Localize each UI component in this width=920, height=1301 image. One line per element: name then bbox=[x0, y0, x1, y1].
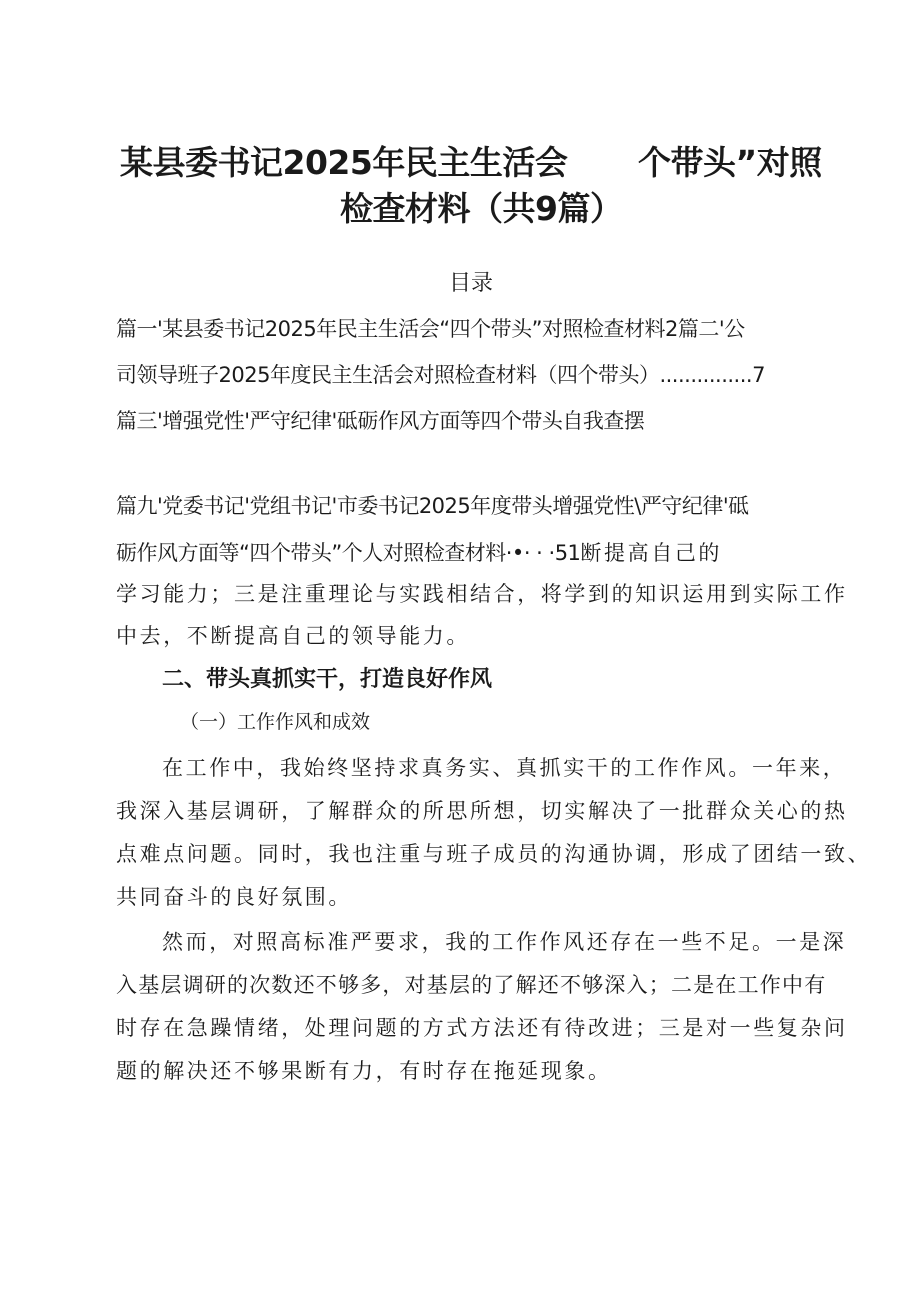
subsection-heading-1: （一）工作作风和成效 bbox=[180, 711, 371, 733]
body-shortcomings-line-3: 时存在急躁情绪，处理问题的方式方法还有待改进；三是对一些复杂问 bbox=[116, 1016, 848, 1040]
section-heading-2: 二、带头真抓实干，打造良好作风 bbox=[162, 667, 493, 692]
body-fragment-continuation: 断提高自己的 bbox=[580, 541, 723, 565]
body-work-line-4: 共同奋斗的良好氛围。 bbox=[116, 885, 352, 909]
toc-line-2: 司领导班子2025年度民主生活会对照检查材料（四个带头）...............7 bbox=[116, 363, 765, 387]
toc-line-5 bbox=[116, 537, 722, 567]
document-title-line1-right: 个带头”对照 bbox=[638, 143, 822, 182]
body-work-line-1: 在工作中，我始终坚持求真务实、真抓实干的工作作风。一年来， bbox=[162, 756, 847, 780]
document-title-line2: 检查材料（共9篇） bbox=[340, 189, 623, 228]
body-work-line-3: 点难点问题。同时，我也注重与班子成员的沟通协调，形成了团结一致、 bbox=[116, 842, 872, 866]
toc-line-3: 篇三'增强党性'严守纪律'砥砺作风方面等四个带头自我查摆 bbox=[116, 409, 645, 433]
body-work-line-2: 我深入基层调研，了解群众的所思所想，切实解决了一批群众关心的热 bbox=[116, 799, 848, 823]
body-learning-line-2: 中去，不断提高自己的领导能力。 bbox=[116, 624, 470, 648]
toc-line-4: 篇九'党委书记'党组书记'市委书记2025年度带头增强党性\严守纪律'砥 bbox=[116, 494, 749, 518]
body-learning-line-1: 学习能力；三是注重理论与实践相结合，将学到的知识运用到实际工作 bbox=[116, 582, 848, 606]
document-title-line1-left: 某县委书记2025年民主生活会 bbox=[120, 143, 568, 182]
toc-line-5-entry: 砺作风方面等“四个带头”个人对照检查材料·•· · ·51 bbox=[116, 541, 581, 565]
body-shortcomings-line-2: 入基层调研的次数还不够多，对基层的了解还不够深入；二是在工作中有 bbox=[116, 973, 827, 997]
toc-line-1: 篇一'某县委书记2025年民主生活会“四个带头”对照检查材料2篇二'公 bbox=[116, 317, 745, 341]
toc-heading: 目录 bbox=[449, 271, 494, 296]
body-shortcomings-line-4: 题的解决还不够果断有力，有时存在拖延现象。 bbox=[116, 1059, 612, 1083]
body-shortcomings-line-1: 然而，对照高标准严要求，我的工作作风还存在一些不足。一是深 bbox=[162, 930, 847, 954]
